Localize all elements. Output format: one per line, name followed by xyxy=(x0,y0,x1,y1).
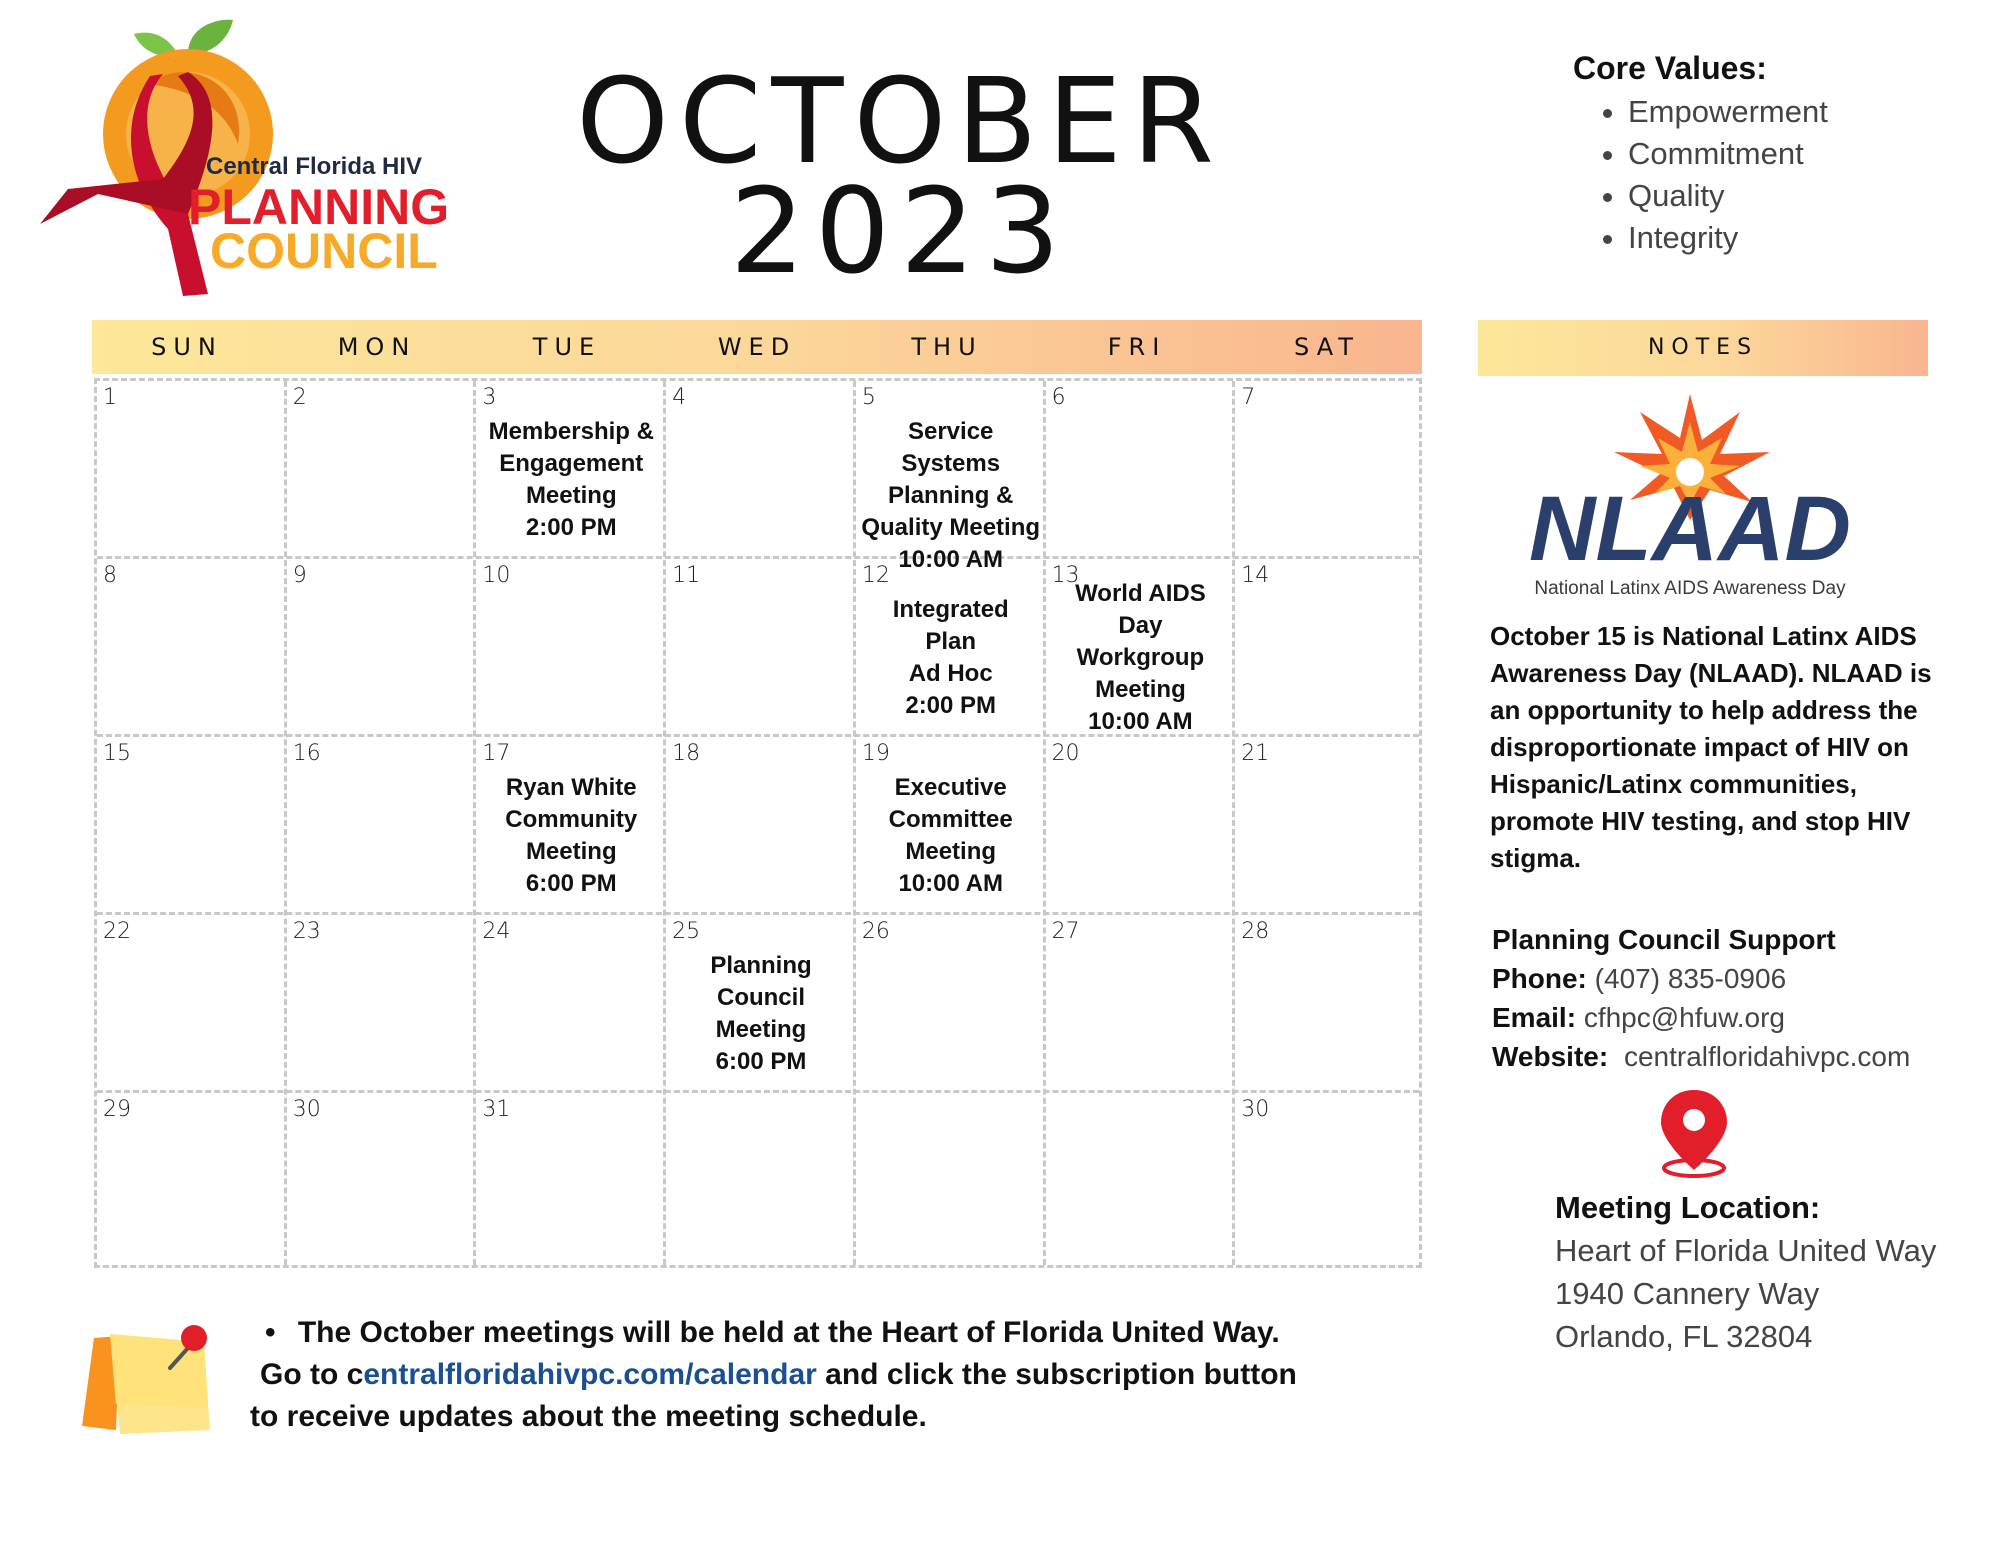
calendar-day-cell xyxy=(1235,737,1425,915)
day-name-thu: THU xyxy=(911,333,983,361)
calendar-day-cell xyxy=(856,915,1046,1093)
logo-planning-text: PLANNING xyxy=(188,179,450,235)
day-number: 29 xyxy=(103,1097,131,1122)
support-website-row xyxy=(1492,1037,1972,1076)
calendar-day-cell xyxy=(287,915,477,1093)
calendar-grid xyxy=(94,378,1422,1268)
day-number: 9 xyxy=(292,563,307,588)
calendar-day-cell xyxy=(476,915,666,1093)
support-contact xyxy=(1492,920,1972,1076)
location-line: Orlando, FL 32804 xyxy=(1555,1319,1813,1354)
logo-org-small: Central Florida HIV xyxy=(206,153,423,180)
day-name-fri: FRI xyxy=(1107,333,1167,361)
calendar-link[interactable]: entralfloridahivpc.com/calendar xyxy=(363,1358,817,1391)
calendar-event[interactable]: Executive Committee Meeting 10:00 AM xyxy=(888,774,1013,897)
phone-label: Phone: xyxy=(1492,963,1587,994)
bullet-icon: • xyxy=(265,1316,276,1349)
calendar-day-cell xyxy=(476,1093,666,1271)
day-number: 4 xyxy=(672,385,687,410)
day-number: 27 xyxy=(1051,919,1080,944)
day-name-sat: SAT xyxy=(1294,333,1360,361)
location-title: Meeting Location: xyxy=(1555,1190,1821,1225)
calendar-day-cell xyxy=(287,737,477,915)
calendar-day-cell xyxy=(476,559,666,737)
calendar-day-cell xyxy=(666,737,856,915)
website-label: Website: xyxy=(1492,1041,1609,1072)
calendar-day-cell xyxy=(1046,737,1236,915)
website-link[interactable]: centralfloridahivpc.com xyxy=(1623,1041,1911,1072)
day-number: 20 xyxy=(1051,741,1080,766)
footer-line-2 xyxy=(260,1354,1400,1396)
footer-line-1 xyxy=(250,1312,1400,1354)
core-values-list xyxy=(1573,91,1973,259)
day-name-mon: MON xyxy=(337,333,417,361)
day-name-tue: TUE xyxy=(532,333,602,361)
day-number: 3 xyxy=(482,385,497,410)
day-number: 14 xyxy=(1241,563,1270,588)
calendar-day-cell xyxy=(666,1093,856,1271)
nlaad-logo-text: NLAAD xyxy=(1529,478,1851,580)
day-name-wed: WED xyxy=(717,333,797,361)
footer-line-2-suffix: and click the subscription button xyxy=(816,1358,1297,1391)
footer-line-1-text: The October meetings will be held at the Heart of Florida United Way. xyxy=(297,1316,1280,1349)
calendar-day-cell xyxy=(1235,381,1425,559)
calendar-day-cell xyxy=(1046,915,1236,1093)
core-values xyxy=(1573,50,1973,259)
notes-header: NOTES xyxy=(1478,320,1928,376)
notes-body: October 15 is National Latinx AIDS Awareness Day (NLAAD). NLAAD is an opportunity to help address the disproportionate impact of HIV on Hispanic/Latinx communities, promote HIV testing, and stop HIV stigma. xyxy=(1490,621,1932,873)
day-number: 30 xyxy=(292,1097,321,1122)
day-number: 7 xyxy=(1241,385,1256,410)
core-value-item: • Integrity xyxy=(1628,217,1973,259)
calendar-day-cell xyxy=(856,1093,1046,1271)
calendar-day-cell xyxy=(97,381,287,559)
calendar-day-cell xyxy=(97,915,287,1093)
day-number: 24 xyxy=(482,919,511,944)
calendar-event[interactable]: Planning Council Meeting 6:00 PM xyxy=(710,952,812,1075)
calendar-day-cell xyxy=(1046,381,1236,559)
day-number: 2 xyxy=(292,385,307,410)
day-number: 11 xyxy=(672,563,701,588)
email-link[interactable]: cfhpc@hfuw.org xyxy=(1583,1002,1786,1033)
core-value-item: • Empowerment xyxy=(1628,91,1973,133)
calendar-event[interactable]: World AIDS Day Workgroup Meeting 10:00 AM xyxy=(1075,580,1206,735)
day-number: 13 xyxy=(1051,563,1080,588)
page-title-year: 2023 xyxy=(729,162,1071,300)
day-number: 6 xyxy=(1051,385,1066,410)
location-line: Heart of Florida United Way xyxy=(1555,1233,1937,1268)
core-values-heading: Core Values: xyxy=(1573,50,1767,86)
phone-value[interactable]: (407) 835-0906 xyxy=(1594,963,1787,994)
calendar-day-cell xyxy=(287,1093,477,1271)
day-name-sun: SUN xyxy=(151,333,223,361)
support-email-row xyxy=(1492,998,1972,1037)
support-title: Planning Council Support xyxy=(1492,924,1836,955)
calendar-day-cell xyxy=(97,737,287,915)
footer-line-3: to receive updates about the meeting schedule. xyxy=(250,1400,927,1433)
nlaad-logo xyxy=(1490,392,1890,602)
location-line: 1940 Cannery Way xyxy=(1555,1276,1820,1311)
day-number: 21 xyxy=(1241,741,1270,766)
day-number: 26 xyxy=(861,919,890,944)
meeting-location xyxy=(1555,1186,1975,1358)
sticky-note-icon xyxy=(80,1308,215,1436)
core-value-item: • Quality xyxy=(1628,175,1973,217)
calendar-day-cell xyxy=(1235,559,1425,737)
core-value-item: • Commitment xyxy=(1628,133,1973,175)
calendar-day-header xyxy=(92,320,1422,374)
logo-council-text: COUNCIL xyxy=(210,223,438,279)
day-number: 30 xyxy=(1241,1097,1270,1122)
page-title-month: OCTOBER xyxy=(576,52,1224,190)
calendar-event[interactable]: Integrated Plan Ad Hoc 2:00 PM xyxy=(892,596,1009,719)
day-number: 28 xyxy=(1241,919,1270,944)
day-number: 16 xyxy=(292,741,321,766)
calendar-day-cell xyxy=(666,381,856,559)
calendar-day-cell xyxy=(1235,1093,1425,1271)
day-number: 10 xyxy=(482,563,511,588)
day-number: 25 xyxy=(672,919,701,944)
nlaad-logo-subtitle: National Latinx AIDS Awareness Day xyxy=(1534,578,1846,599)
footer-line-2-prefix: Go to c xyxy=(260,1358,364,1391)
calendar-day-cell xyxy=(97,559,287,737)
calendar-day-cell xyxy=(1046,1093,1236,1271)
calendar-event[interactable]: Service Systems Planning & Quality Meeting 10:00 AM xyxy=(861,418,1041,573)
day-number: 15 xyxy=(103,741,131,766)
day-number: 8 xyxy=(103,563,117,588)
day-number: 12 xyxy=(861,563,890,588)
calendar-event[interactable]: Ryan White Community Meeting 6:00 PM xyxy=(505,774,638,897)
location-pin-icon xyxy=(1655,1088,1733,1180)
day-number: 19 xyxy=(861,741,890,766)
day-number: 23 xyxy=(292,919,321,944)
calendar-day-cell xyxy=(287,559,477,737)
calendar-day-cell xyxy=(97,1093,287,1271)
calendar-event[interactable]: Membership & Engagement Meeting 2:00 PM xyxy=(488,418,654,541)
planning-council-logo xyxy=(38,14,488,314)
footer-notice xyxy=(250,1312,1400,1438)
email-label: Email: xyxy=(1492,1002,1577,1033)
calendar-day-cell xyxy=(1235,915,1425,1093)
day-number: 1 xyxy=(103,385,117,410)
day-number: 18 xyxy=(672,741,701,766)
calendar-day-cell xyxy=(287,381,477,559)
day-number: 5 xyxy=(861,385,876,410)
day-number: 17 xyxy=(482,741,511,766)
day-number: 31 xyxy=(482,1097,511,1122)
calendar-day-cell xyxy=(666,559,856,737)
day-number: 22 xyxy=(103,919,131,944)
support-phone-row xyxy=(1492,959,1972,998)
